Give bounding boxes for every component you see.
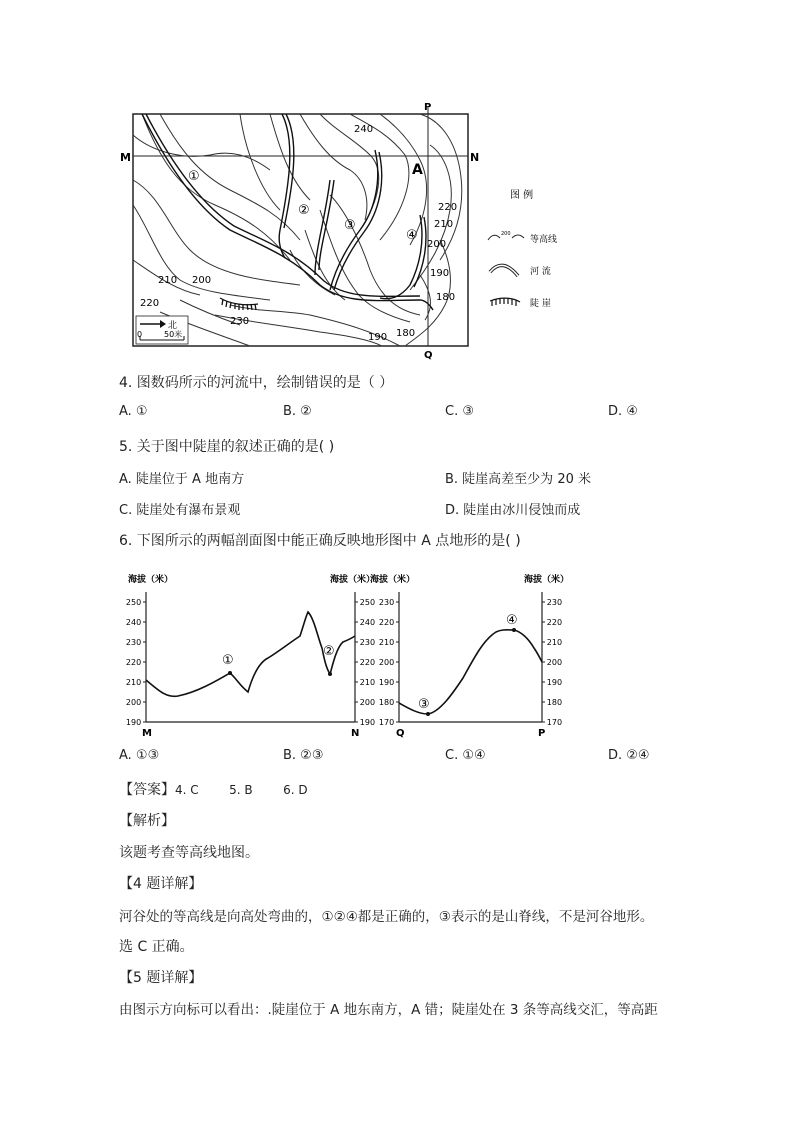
tick-label: 230 — [378, 598, 395, 607]
elev-180-south: 180 — [396, 328, 416, 339]
tick-label: 190 — [359, 718, 376, 727]
profile-charts — [118, 568, 583, 740]
tick-label: 170 — [378, 718, 395, 727]
tick-label: 200 — [359, 698, 376, 707]
answer-row — [119, 779, 308, 799]
answer-values: 4. C 5. B 6. D — [175, 783, 308, 797]
scale-north: 北 — [168, 321, 178, 331]
tick-label: 170 — [546, 718, 563, 727]
elev-220-east: 220 — [438, 202, 458, 213]
tick-label: 200 — [378, 658, 395, 667]
scale-zero: 0 — [137, 330, 143, 339]
tick-label: 190 — [125, 718, 142, 727]
tick-label: 190 — [378, 678, 395, 687]
map-label-n: N — [470, 151, 480, 164]
profile-marker-2: ② — [323, 644, 335, 659]
cliff-symbol — [220, 298, 258, 310]
map-label-a: A — [412, 162, 423, 178]
map-label-m: M — [120, 151, 131, 164]
q6-option-d[interactable]: D. ②④ — [608, 748, 650, 763]
elev-210-east: 210 — [434, 219, 454, 230]
profile-end-p: P — [538, 728, 546, 739]
tick-label: 220 — [125, 658, 142, 667]
tick-label: 210 — [378, 638, 395, 647]
question-5: 5. 关于图中陡崖的叙述正确的是( ) — [119, 439, 335, 455]
elev-240: 240 — [354, 124, 374, 135]
elev-180-east: 180 — [436, 292, 456, 303]
analysis-intro: 该题考查等高线地图。 — [119, 845, 259, 861]
tick-label: 200 — [125, 698, 142, 707]
left-ylabel-left: 海拔（米） — [128, 575, 174, 585]
tick-label: 210 — [359, 678, 376, 687]
q4-option-c[interactable]: C. ③ — [445, 404, 474, 419]
q4-detail-heading: 【4 题详解】 — [119, 876, 203, 892]
tick-label: 250 — [125, 598, 142, 607]
legend-contour-number: 200 — [501, 231, 511, 237]
profile-right — [370, 573, 569, 739]
q5-detail-line-1: 由图示方向标可以看出：.陡崖位于 A 地东南方，A 错；陡崖处在 3 条等高线交汇，等高距 — [119, 1002, 658, 1018]
tick-label: 190 — [546, 678, 563, 687]
elev-190-south: 190 — [368, 332, 388, 343]
question-6: 6. 下图所示的两幅剖面图中能正确反映地形图中 A 点地形的是( ) — [119, 533, 521, 549]
tick-label: 200 — [546, 658, 563, 667]
tick-label: 220 — [378, 618, 395, 627]
q6-option-a[interactable]: A. ①③ — [119, 748, 160, 763]
tick-label: 180 — [378, 698, 395, 707]
tick-label: 240 — [125, 618, 142, 627]
tick-label: 180 — [546, 698, 563, 707]
map-river-1: ① — [188, 169, 200, 184]
rivers — [142, 114, 433, 310]
elev-200-west: 200 — [192, 275, 212, 286]
tick-label: 230 — [546, 598, 563, 607]
q4-detail-line-1: 河谷处的等高线是向高处弯曲的，①②④都是正确的，③表示的是山脊线，不是河谷地形。 — [119, 909, 654, 925]
tick-label: 240 — [359, 618, 376, 627]
profile-left — [126, 573, 375, 739]
profile-marker-4: ④ — [506, 613, 518, 628]
q4-option-d[interactable]: D. ④ — [608, 404, 638, 419]
elev-210-west: 210 — [158, 275, 178, 286]
q5-option-d[interactable]: D. 陡崖由冰川侵蚀而成 — [445, 503, 581, 518]
tick-label: 220 — [359, 658, 376, 667]
q5-detail-heading: 【5 题详解】 — [119, 970, 203, 986]
analysis-label: 【解析】 — [119, 813, 175, 829]
tick-label: 210 — [546, 638, 563, 647]
profile-start-q: Q — [396, 728, 405, 739]
cliff-legend-icon — [490, 298, 520, 306]
profile-marker-3: ③ — [418, 697, 430, 712]
q5-option-c[interactable]: C. 陡崖处有瀑布景观 — [119, 503, 241, 518]
q6-option-b[interactable]: B. ②③ — [283, 748, 324, 763]
map-legend — [488, 188, 557, 309]
profile-marker-1: ① — [222, 653, 234, 668]
scale-distance: 50米 — [164, 330, 183, 339]
q5-option-a[interactable]: A. 陡崖位于 A 地南方 — [119, 472, 245, 487]
map-label-p: P — [424, 102, 432, 113]
legend-cliff: 陡 崖 — [530, 299, 551, 309]
elev-200-east: 200 — [427, 239, 447, 250]
profile-start-m: M — [142, 728, 152, 739]
q6-option-c[interactable]: C. ①④ — [445, 748, 486, 763]
tick-label: 250 — [359, 598, 376, 607]
legend-title: 图 例 — [510, 190, 534, 201]
scale-bar — [136, 316, 188, 344]
q4-detail-line-2: 选 C 正确。 — [119, 939, 194, 955]
contour-map — [120, 100, 570, 362]
answer-label: 【答案】 — [119, 782, 175, 798]
map-river-2: ② — [298, 203, 310, 218]
profile-end-n: N — [351, 728, 360, 739]
q4-option-b[interactable]: B. ② — [283, 404, 312, 419]
legend-contour: 等高线 — [530, 235, 558, 245]
left-ylabel-right: 海拔（米） — [330, 575, 376, 585]
contour-legend-icon — [488, 235, 500, 240]
elev-190-east: 190 — [430, 268, 450, 279]
tick-label: 210 — [125, 678, 142, 687]
legend-river: 河 流 — [530, 267, 551, 277]
q5-option-b[interactable]: B. 陡崖高差至少为 20 米 — [445, 472, 591, 487]
map-label-q: Q — [424, 350, 433, 361]
tick-label: 230 — [359, 638, 376, 647]
elev-230: 230 — [230, 316, 250, 327]
map-river-3: ③ — [344, 218, 356, 233]
elev-220-west: 220 — [140, 298, 160, 309]
tick-label: 220 — [546, 618, 563, 627]
question-4: 4. 图数码所示的河流中，绘制错误的是（ ） — [119, 375, 394, 391]
tick-label: 230 — [125, 638, 142, 647]
right-ylabel-right: 海拔（米） — [524, 575, 570, 585]
right-ylabel-left: 海拔（米） — [370, 575, 416, 585]
map-river-4: ④ — [406, 228, 418, 243]
q4-option-a[interactable]: A. ① — [119, 404, 148, 419]
